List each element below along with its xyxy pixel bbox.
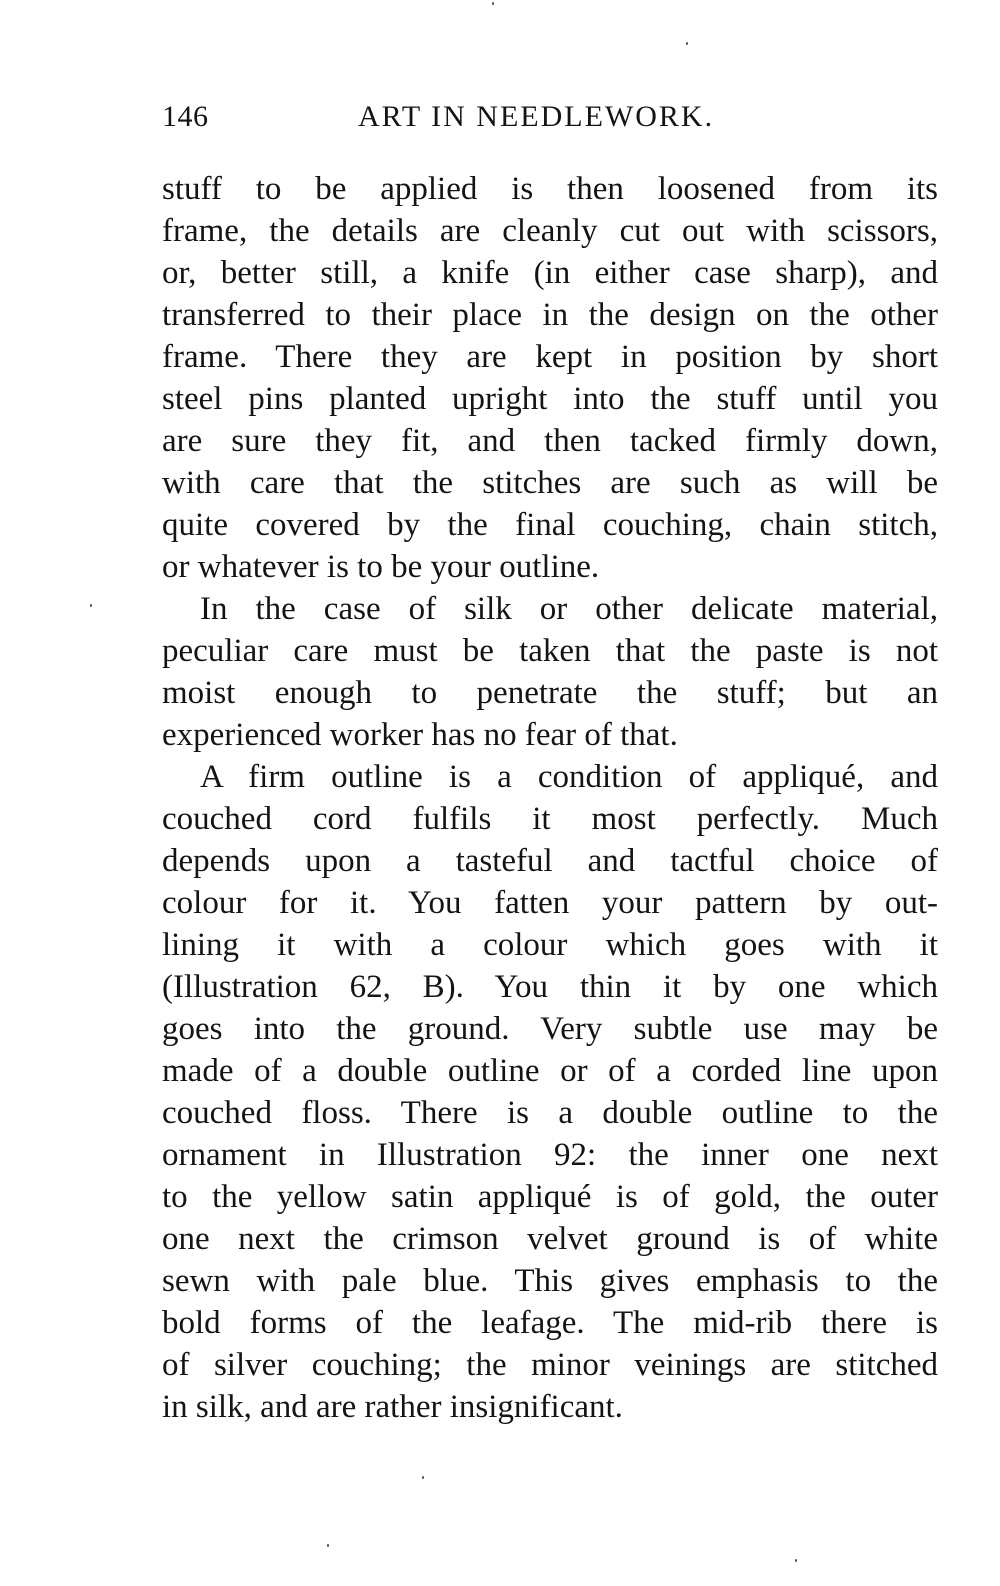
scan-speck [686, 42, 688, 45]
text-line: one next the crimson velvet ground is of white [162, 1221, 938, 1257]
text-line: of silver couching; the minor veinings are stitched [162, 1347, 938, 1383]
scan-speck [90, 604, 92, 607]
text-line: sewn with pale blue. This gives emphasis to the [162, 1263, 938, 1299]
scan-speck [327, 1544, 329, 1547]
text-line: lining it with a colour which goes with it [162, 927, 938, 963]
text-line: colour for it. You fatten your pattern by out- [162, 885, 938, 921]
text-line: are sure they fit, and then tacked firmly down, [162, 423, 938, 459]
text-line: to the yellow satin appliqué is of gold, the outer [162, 1179, 938, 1215]
text-line: A firm outline is a condition of appliqué, and [200, 759, 938, 795]
scan-speck [422, 1476, 424, 1479]
text-line: experienced worker has no fear of that. [162, 717, 678, 753]
text-line: or, better still, a knife (in either case sharp), and [162, 255, 938, 291]
text-line: made of a double outline or of a corded line upon [162, 1053, 938, 1089]
text-line: quite covered by the final couching, chain stitch, [162, 507, 938, 543]
text-line: peculiar care must be taken that the paste is not [162, 633, 938, 669]
text-line: in silk, and are rather insignificant. [162, 1389, 623, 1425]
text-line: steel pins planted upright into the stuff until you [162, 381, 938, 417]
text-line: bold forms of the leafage. The mid-rib there is [162, 1305, 938, 1341]
text-line: or whatever is to be your outline. [162, 549, 600, 585]
text-line: transferred to their place in the design on the other [162, 297, 938, 333]
running-title: ART IN NEEDLEWORK. [358, 100, 715, 133]
scan-speck [795, 1559, 797, 1562]
text-line: goes into the ground. Very subtle use may be [162, 1011, 938, 1047]
text-line: with care that the stitches are such as will be [162, 465, 938, 501]
text-line: stuff to be applied is then loosened from its [162, 171, 938, 207]
text-line: depends upon a tasteful and tactful choice of [162, 843, 938, 879]
text-line: In the case of silk or other delicate material, [200, 591, 938, 627]
text-line: moist enough to penetrate the stuff; but an [162, 675, 938, 711]
text-line: frame, the details are cleanly cut out with scissors, [162, 213, 938, 249]
text-line: frame. There they are kept in position by short [162, 339, 938, 375]
page-number: 146 [162, 100, 209, 133]
text-line: couched floss. There is a double outline to the [162, 1095, 938, 1131]
scan-speck [492, 2, 494, 5]
text-line: ornament in Illustration 92: the inner one next [162, 1137, 938, 1173]
text-line: couched cord fulfils it most perfectly. Much [162, 801, 938, 837]
body-text [162, 168, 938, 1428]
running-head [162, 100, 942, 144]
text-line: (Illustration 62, B). You thin it by one which [162, 969, 938, 1005]
